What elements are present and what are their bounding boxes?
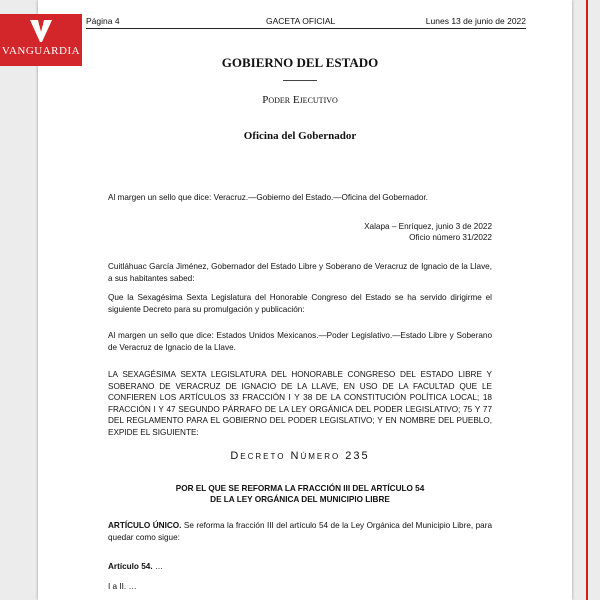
governor-paragraph: Cuitláhuac García Jiménez, Gobernador del Estado Libre y Soberano de Veracruz de Ignacio de la Llave, a sus habitantes sabed: (108, 262, 492, 283)
seal-paragraph-2: Al margen un sello que dice: Estados Unidos Mexicanos.—Poder Legislativo.—Estado Libre y Soberano de Veracruz de Ignacio de la Llave. (108, 331, 492, 352)
congress-paragraph: Que la Sexagésima Sexta Legislatura del Honorable Congreso del Estado se ha servido dirigirme el siguiente Decreto para su promulgación y publicación: (108, 293, 492, 314)
logo-text: VANGUARDIA (1, 45, 81, 57)
place-date: Xalapa – Enríquez, junio 3 de 2022 (364, 222, 492, 231)
article-54-rest: … (152, 562, 164, 571)
article-54-label: Artículo 54. (108, 562, 153, 571)
office-heading: Oficina del Gobernador (243, 130, 357, 142)
article-label: ARTÍCULO ÚNICO. (108, 521, 182, 530)
decree-number: Decreto Número 235 (230, 450, 370, 462)
page-edge-rule (586, 0, 588, 600)
article-paragraph (108, 520, 492, 543)
issue-date: Lunes 13 de junio de 2022 (425, 16, 526, 26)
article-54 (108, 561, 492, 573)
gazette-name: GACETA OFICIAL (266, 16, 336, 26)
decree-title-line-1: POR EL QUE SE REFORMA LA FRACCIÓN III DEL ARTÍCULO 54 (175, 484, 425, 493)
page-number: Página 4 (86, 16, 120, 26)
legislature-paragraph: LA SEXAGÉSIMA SEXTA LEGISLATURA DEL HONORABLE CONGRESO DEL ESTADO LIBRE Y SOBERANO DE VERACRUZ DE IGNACIO DE LA LLAVE, EN USO DE LA FACULTAD QUE LE CONFIEREN LOS ARTÍCULOS 33 FRACCIÓN I Y 38 DE LA CONSTITUCIÓN POLÍTICA LOCAL; 18 FRACCIÓN I Y 47 SEGUNDO PÁRRAFO DE LA LEY ORGÁNICA DEL PODER LEGISLATIVO; 75 Y 77 DEL REGLAMENTO PARA EL GOBIERNO DEL PODER LEGISLATIVO; Y EN NOMBRE DEL PUEBLO, EXPIDE EL SIGUIENTE: (108, 370, 492, 437)
government-heading: GOBIERNO DEL ESTADO (221, 55, 379, 70)
header-divider (86, 28, 526, 29)
logo-v-icon (29, 18, 53, 44)
seal-paragraph-1: Al margen un sello que dice: Veracruz.—Gobierno del Estado.—Oficina del Gobernador. (108, 193, 428, 202)
power-heading: Poder Ejecutivo (262, 94, 338, 106)
decree-title-line-2: DE LA LEY ORGÁNICA DEL MUNICIPIO LIBRE (210, 495, 390, 504)
fractions-line: I a II. … (108, 582, 137, 591)
decree-title (0, 483, 600, 505)
heading-rule (283, 80, 317, 81)
office-number: Oficio número 31/2022 (409, 233, 492, 242)
article-text: Se reforma la fracción III del artículo 54 de la Ley Orgánica del Municipio Libre, para quedar como sigue: (108, 521, 492, 542)
